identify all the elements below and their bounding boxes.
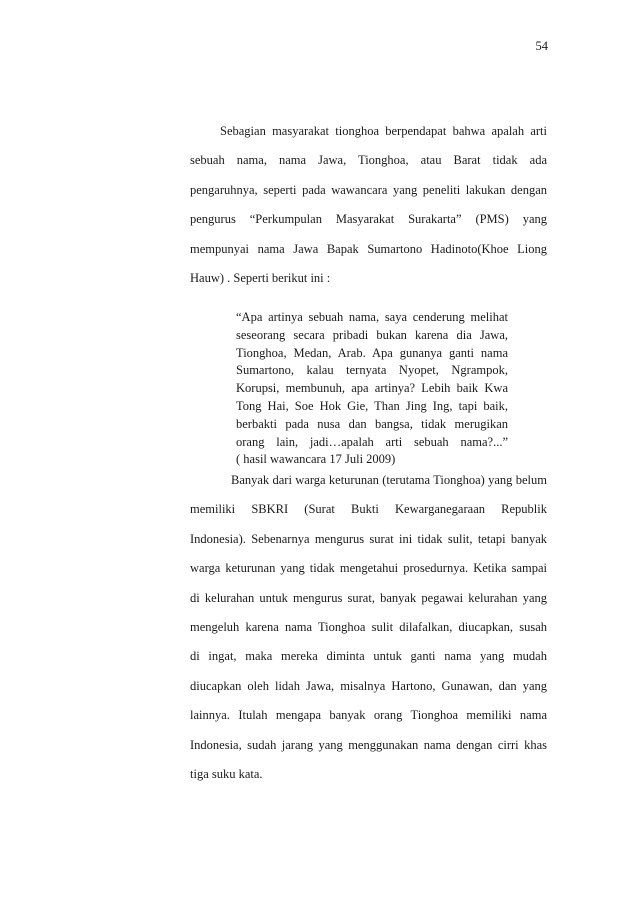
text-line: Banyak dari warga keturunan (terutama Tionghoa) yang belum bbox=[231, 473, 547, 487]
quote-line: Tong Hai, Soe Hok Gie, Than Jing Ing, tapi baik, bbox=[236, 398, 508, 413]
text-line: Sebagian masyarakat tionghoa berpendapat bahwa apalah arti bbox=[220, 124, 547, 138]
quote-line: Korupsi, membunuh, apa artinya? Lebih baik Kwa bbox=[236, 381, 508, 396]
quote-source: ( hasil wawancara 17 Juli 2009) bbox=[236, 452, 396, 467]
text-line: memiliki SBKRI (Surat Bukti Kewarganegaraan Republik bbox=[190, 502, 547, 517]
interview-quote bbox=[236, 309, 508, 469]
text-line: sebuah nama, nama Jawa, Tionghoa, atau Barat tidak ada bbox=[190, 153, 547, 168]
text-line: lainnya. Itulah mengapa banyak orang Tionghoa memiliki nama bbox=[190, 708, 547, 723]
quote-line: orang lain, jadi…apalah arti sebuah nama?...” bbox=[236, 434, 508, 449]
text-line: Hauw) . Seperti berikut ini : bbox=[190, 271, 331, 286]
text-line: diucapkan oleh lidah Jawa, misalnya Hartono, Gunawan, dan yang bbox=[190, 678, 547, 693]
text-line: Indonesia). Sebenarnya mengurus surat ini tidak sulit, tetapi banyak bbox=[190, 531, 547, 546]
paragraph-sbkri bbox=[190, 466, 547, 789]
text-line: di kelurahan untuk mengurus surat, banyak pegawai kelurahan yang bbox=[190, 590, 547, 605]
quote-line: “Apa artinya sebuah nama, saya cenderung melihat bbox=[236, 310, 508, 324]
text-line: pengurus “Perkumpulan Masyarakat Surakarta” (PMS) yang bbox=[190, 212, 547, 227]
quote-line: seseorang secara pribadi bukan karena dia Jawa, bbox=[236, 327, 508, 342]
text-line: tiga suku kata. bbox=[190, 767, 263, 782]
page-number: 54 bbox=[535, 39, 548, 53]
quote-line: Tionghoa, Medan, Arab. Apa gunanya ganti nama bbox=[236, 345, 508, 360]
quote-line: berbakti pada nusa dan bangsa, tidak merugikan bbox=[236, 416, 508, 431]
text-line: pengaruhnya, seperti pada wawancara yang peneliti lakukan dengan bbox=[190, 182, 547, 197]
quote-line: Sumartono, kalau ternyata Nyopet, Ngrampok, bbox=[236, 363, 508, 378]
text-line: mempunyai nama Jawa Bapak Sumartono Hadinoto(Khoe Liong bbox=[190, 241, 547, 256]
text-line: mengeluh karena nama Tionghoa sulit dilafalkan, diucapkan, susah bbox=[190, 620, 547, 635]
text-line: di ingat, maka mereka diminta untuk ganti nama yang mudah bbox=[190, 649, 547, 664]
text-line: Indonesia, sudah jarang yang menggunakan nama dengan cirri khas bbox=[190, 737, 547, 752]
text-line: warga keturunan yang tidak mengetahui prosedurnya. Ketika sampai bbox=[190, 561, 547, 576]
paragraph-opinion bbox=[190, 117, 547, 293]
